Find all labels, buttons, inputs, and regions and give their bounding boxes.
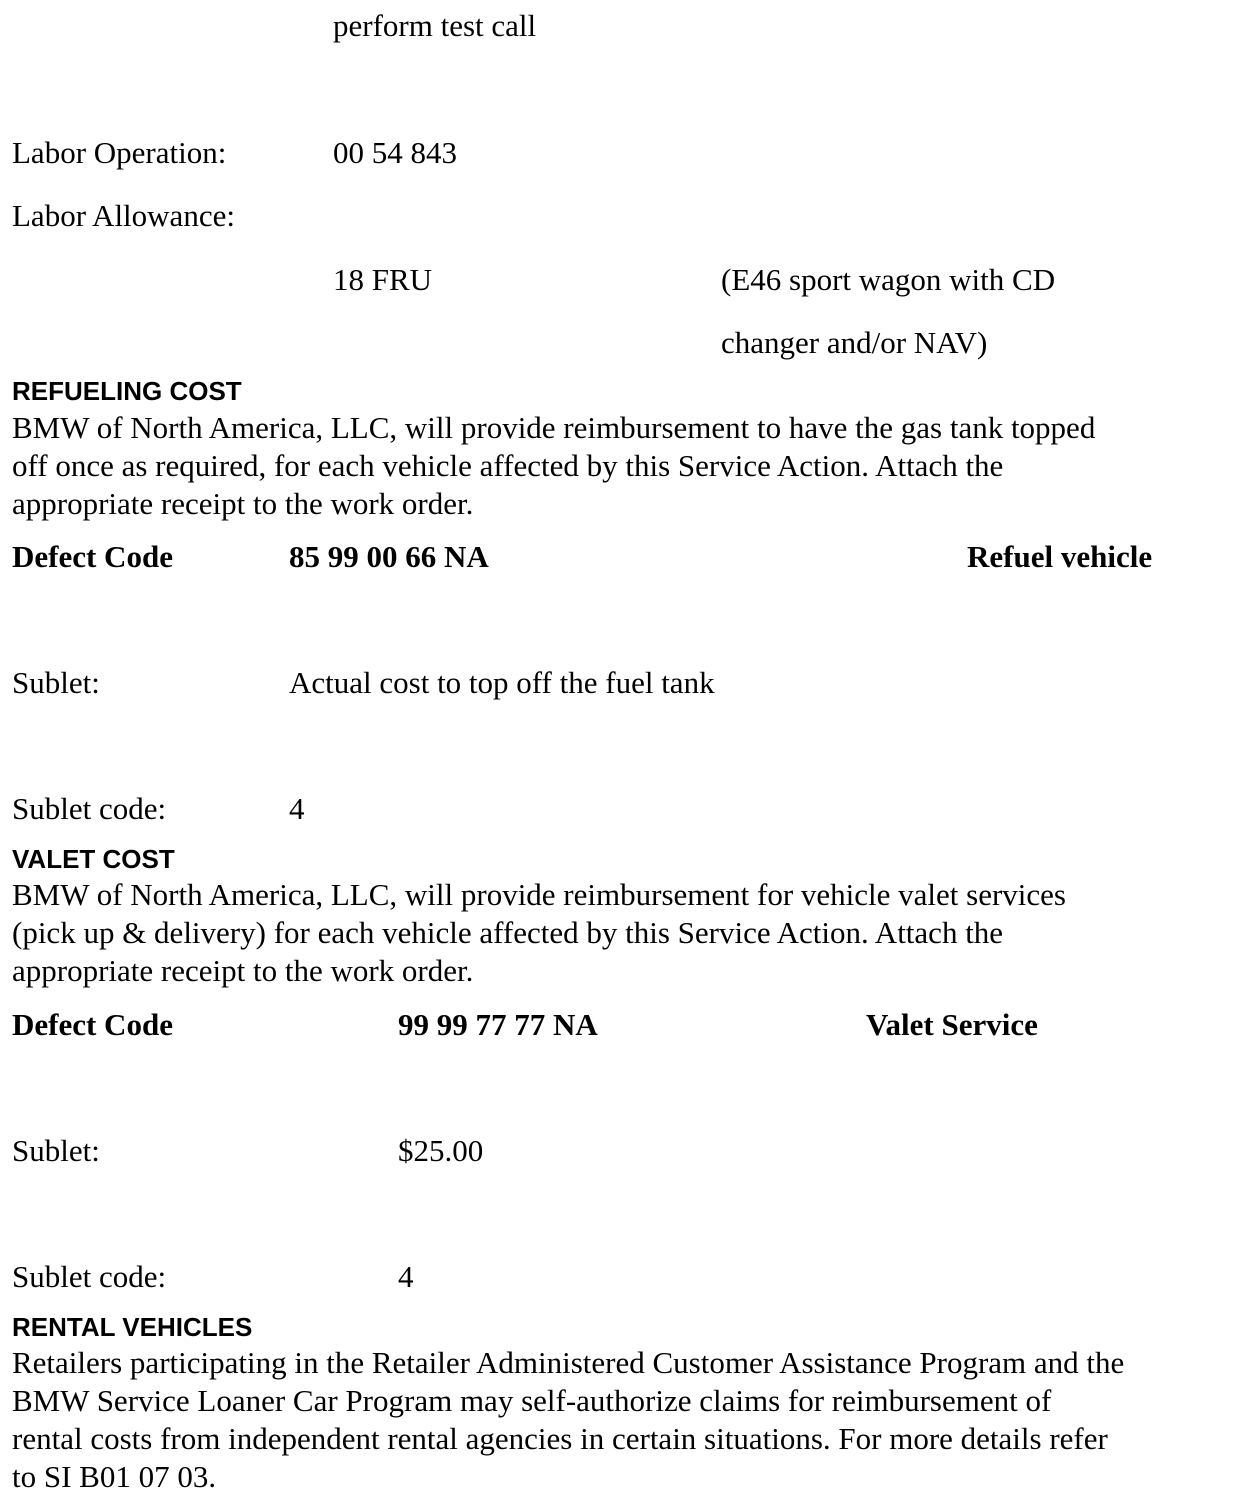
refueling-sublet-code-value: 4 [289,791,305,826]
valet-paragraph-line: BMW of North America, LLC, will provide reimbursement for vehicle valet services [12,877,1066,912]
valet-sublet-value: $25.00 [398,1133,484,1168]
labor-allowance-label: Labor Allowance: [12,198,235,233]
valet-sublet-label: Sublet: [12,1133,100,1168]
refueling-paragraph-line: off once as required, for each vehicle affected by this Service Action. Attach the [12,448,1004,483]
valet-sublet-code-value: 4 [398,1259,414,1294]
valet-sublet-code-label: Sublet code: [12,1259,167,1294]
labor-allowance-note-line2: changer and/or NAV) [721,325,988,360]
refueling-sublet-value: Actual cost to top off the fuel tank [289,665,715,700]
labor-operation-label: Labor Operation: [12,135,227,170]
refueling-paragraph-line: BMW of North America, LLC, will provide reimbursement to have the gas tank topped [12,410,1096,445]
refueling-defect-label: Defect Code [12,539,173,574]
valet-heading: VALET COST [12,844,175,874]
refueling-sublet-label: Sublet: [12,665,100,700]
refueling-paragraph-line: appropriate receipt to the work order. [12,486,474,521]
rental-paragraph-line: rental costs from independent rental agencies in certain situations. For more details refer [12,1421,1108,1456]
labor-operation-value: 00 54 843 [333,135,457,170]
rental-heading: RENTAL VEHICLES [12,1312,253,1342]
refueling-sublet-code-label: Sublet code: [12,791,167,826]
valet-paragraph-line: (pick up & delivery) for each vehicle affected by this Service Action. Attach the [12,915,1004,950]
valet-paragraph-line: appropriate receipt to the work order. [12,953,474,988]
labor-step-text: perform test call [333,8,537,43]
rental-paragraph-line: to SI B01 07 03. [12,1459,217,1494]
labor-allowance-note-line1: (E46 sport wagon with CD [721,262,1056,297]
refueling-defect-code: 85 99 00 66 NA [289,539,489,574]
valet-defect-code: 99 99 77 77 NA [398,1007,598,1042]
valet-defect-label: Defect Code [12,1007,173,1042]
labor-allowance-value: 18 FRU [333,262,433,297]
rental-paragraph [12,1344,1124,1496]
rental-paragraph-line: BMW Service Loaner Car Program may self-authorize claims for reimbursement of [12,1383,1052,1418]
rental-paragraph-line: Retailers participating in the Retailer Administered Customer Assistance Program and the [12,1345,1125,1380]
refueling-defect-description: Refuel vehicle [967,539,1153,574]
refueling-heading: REFUELING COST [12,376,242,406]
valet-paragraph [12,876,1066,990]
valet-defect-description: Valet Service [866,1007,1038,1042]
refueling-paragraph [12,409,1095,523]
